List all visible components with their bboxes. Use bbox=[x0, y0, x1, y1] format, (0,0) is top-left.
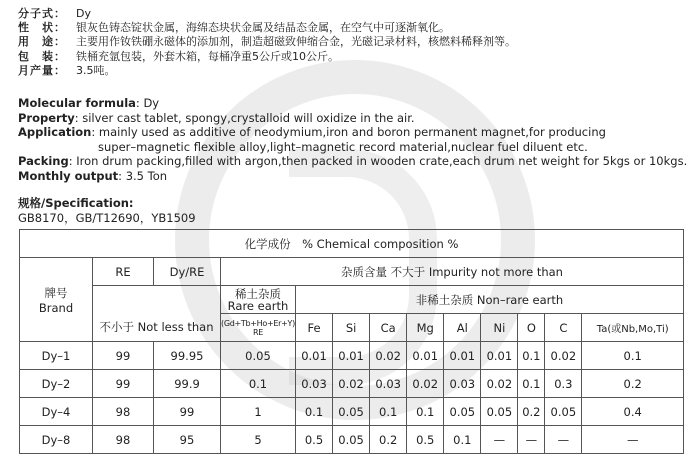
en-output-label: Monthly output bbox=[18, 168, 119, 183]
col-fe: Fe bbox=[295, 314, 332, 342]
table-row bbox=[20, 342, 684, 370]
en-packing: : Iron drum packing,filled with argon,then packed in wooden crate,each drum net weight for 5kgs or 10kgs. bbox=[68, 154, 688, 168]
cell-o: 0.1 bbox=[518, 342, 545, 370]
cell-al: 0.05 bbox=[444, 398, 481, 426]
cn-output-label: 月产量： bbox=[18, 63, 66, 77]
cell-fe: 0.03 bbox=[295, 370, 332, 398]
cn-application: 主要用作钕铁硼永磁体的添加剂，制造超磁致伸缩合金，光磁记录材料，核燃料稀释剂等。 bbox=[76, 35, 516, 49]
cell-c: 0.05 bbox=[545, 398, 582, 426]
brand-header: 牌号 Brand bbox=[20, 258, 93, 342]
cell-re: 99 bbox=[93, 370, 154, 398]
cell-ta: 0.2 bbox=[582, 370, 684, 398]
en-application-label: Application bbox=[18, 125, 92, 139]
cell-ta: — bbox=[582, 426, 684, 454]
cn-application-label: 用 途： bbox=[18, 35, 66, 49]
en-property-label: Property bbox=[18, 110, 75, 125]
cell-dyre: 99 bbox=[154, 398, 221, 426]
cell-c: 0.3 bbox=[545, 370, 582, 398]
cell-fe: 0.1 bbox=[295, 398, 332, 426]
col-si: Si bbox=[333, 314, 370, 342]
cell-c: 0.02 bbox=[545, 342, 582, 370]
specification bbox=[18, 196, 196, 225]
cell-ca: 0.2 bbox=[370, 426, 407, 454]
cell-ca: 0.02 bbox=[370, 342, 407, 370]
en-application: : mainly used as additive of neodymium,iron and boron permanent magnet,for producing bbox=[91, 125, 606, 139]
cell-re: 98 bbox=[93, 398, 154, 426]
cell-si: 0.01 bbox=[333, 342, 370, 370]
cell-si: 0.05 bbox=[333, 398, 370, 426]
cell-brand: Dy–8 bbox=[20, 426, 93, 454]
cell-ni: 0.01 bbox=[481, 342, 518, 370]
col-al: Al bbox=[444, 314, 481, 342]
cn-packing: 铁桶充氩包装，外套木箱，每桶净重5公斤或10公斤。 bbox=[76, 49, 339, 63]
col-ca: Ca bbox=[370, 314, 407, 342]
chem-header: 化学成份 % Chemical composition % bbox=[20, 230, 684, 258]
cell-c: — bbox=[545, 426, 582, 454]
cell-fe: 0.5 bbox=[295, 426, 332, 454]
chinese-info bbox=[18, 7, 516, 78]
cell-si: 0.05 bbox=[333, 426, 370, 454]
cell-mg: 0.01 bbox=[407, 342, 444, 370]
cn-formula-label: 分子式： bbox=[18, 7, 66, 20]
chemical-composition-table bbox=[19, 229, 684, 454]
cell-rare: 0.1 bbox=[221, 370, 296, 398]
cn-packing-label: 包 装： bbox=[18, 49, 66, 63]
cell-mg: 0.02 bbox=[407, 370, 444, 398]
cell-dyre: 95 bbox=[154, 426, 221, 454]
en-formula-label: Molecular formula bbox=[18, 96, 136, 110]
table-row bbox=[20, 398, 684, 426]
cell-al: 0.1 bbox=[444, 426, 481, 454]
cell-dyre: 99.9 bbox=[154, 370, 221, 398]
cell-mg: 0.5 bbox=[407, 426, 444, 454]
cell-rare: 1 bbox=[221, 398, 296, 426]
rare-earth-header: 稀土杂质 Rare earth bbox=[221, 286, 296, 314]
cell-re: 99 bbox=[93, 342, 154, 370]
cn-property-label: 性 状： bbox=[18, 21, 66, 35]
col-ni: Ni bbox=[481, 314, 518, 342]
col-c: C bbox=[545, 314, 582, 342]
cell-brand: Dy–2 bbox=[20, 370, 93, 398]
cell-fe: 0.01 bbox=[295, 342, 332, 370]
col-mg: Mg bbox=[407, 314, 444, 342]
cn-formula: Dy bbox=[76, 7, 91, 20]
cell-ca: 0.1 bbox=[370, 398, 407, 426]
re-header: RE bbox=[93, 258, 154, 286]
rare-elements-header: (Gd+Tb+Ho+Er+Y) RE bbox=[221, 314, 296, 342]
en-formula: : Dy bbox=[135, 96, 160, 110]
dyre-header: Dy/RE bbox=[154, 258, 221, 286]
not-less-header: 不小于 Not less than bbox=[93, 286, 221, 342]
cell-ni: 0.05 bbox=[481, 398, 518, 426]
col-o: O bbox=[518, 314, 545, 342]
cell-rare: 0.05 bbox=[221, 342, 296, 370]
impurity-header: 杂质含量 不大于 Impurity not more than bbox=[221, 258, 684, 286]
cell-brand: Dy–1 bbox=[20, 342, 93, 370]
table-row bbox=[20, 426, 684, 454]
cell-si: 0.02 bbox=[333, 370, 370, 398]
cell-ni: 0.02 bbox=[481, 370, 518, 398]
cell-rare: 5 bbox=[221, 426, 296, 454]
cell-dyre: 99.95 bbox=[154, 342, 221, 370]
cell-ta: 0.4 bbox=[582, 398, 684, 426]
cell-re: 98 bbox=[93, 426, 154, 454]
en-application-cont: super–magnetic flexible alloy,light–magnetic record material,nuclear fuel diluent etc. bbox=[98, 139, 588, 154]
cell-ni: — bbox=[481, 426, 518, 454]
en-property: : silver cast tablet, spongy,crystalloid will oxidize in the air. bbox=[74, 110, 415, 125]
cell-al: 0.03 bbox=[444, 370, 481, 398]
cell-o: — bbox=[518, 426, 545, 454]
spec-standards: GB8170，GB/T12690，YB1509 bbox=[18, 210, 196, 225]
english-info bbox=[18, 96, 687, 183]
en-output: : 3.5 Ton bbox=[118, 168, 168, 183]
cn-property: 银灰色铸态锭状金属，海绵态块状金属及结晶态金属，在空气中可逐渐氧化。 bbox=[76, 21, 450, 35]
cell-ca: 0.03 bbox=[370, 370, 407, 398]
non-rare-header: 非稀土杂质 Non–rare earth bbox=[295, 286, 683, 314]
cell-al: 0.01 bbox=[444, 342, 481, 370]
table-row bbox=[20, 370, 684, 398]
en-packing-label: Packing bbox=[18, 154, 69, 168]
cn-output: 3.5吨。 bbox=[76, 63, 116, 77]
cell-mg: 0.1 bbox=[407, 398, 444, 426]
cell-o: 0.1 bbox=[518, 370, 545, 398]
cell-o: 0.2 bbox=[518, 398, 545, 426]
cell-ta: 0.1 bbox=[582, 342, 684, 370]
spec-title: 规格/Specification: bbox=[18, 196, 134, 210]
col-ta: Ta(或Nb,Mo,Ti) bbox=[582, 314, 684, 342]
cell-brand: Dy–4 bbox=[20, 398, 93, 426]
